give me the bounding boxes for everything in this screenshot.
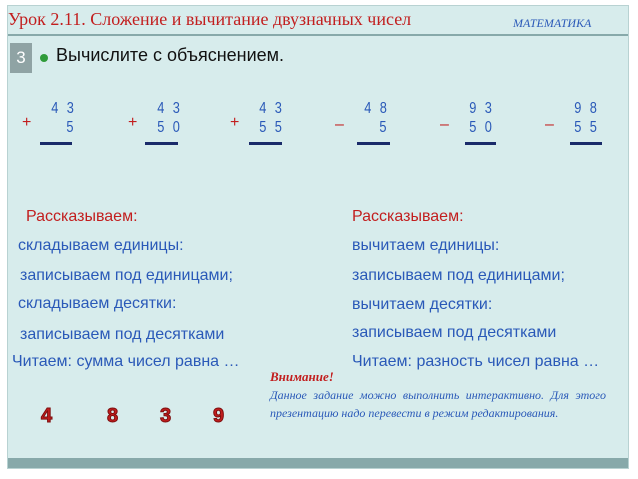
right-explain-heading: Рассказываем: [352,208,464,225]
right-explain-line: записываем под десятками [352,324,557,341]
example-bottom-number: 5 [379,119,389,136]
answer-line [145,142,178,145]
header-divider [8,34,628,36]
answer-line [465,142,496,145]
left-read-line: Читаем: сумма чисел равна … [12,353,240,370]
plus-sign: + [22,114,32,131]
answer-line [40,142,72,145]
subject-label: МАТЕМАТИКА [513,16,592,30]
example-top-number: 9 8 [574,100,599,117]
example-bottom-number: 5 0 [157,119,182,136]
left-explain-line: записываем под единицами; [20,267,233,284]
right-read-line: Читаем: разность чисел равна … [352,353,600,370]
right-explain-line: вычитаем десятки: [352,296,493,313]
task-instruction: Вычислите с объяснением. [56,45,285,65]
example-top-number: 4 3 [157,100,182,117]
example-top-number: 9 3 [469,100,494,117]
example-top-number: 4 3 [259,100,284,117]
example-bottom-number: 5 [66,119,76,136]
left-explain-heading: Рассказываем: [26,208,138,225]
example-bottom-number: 5 5 [574,119,599,136]
left-explain-line: складываем десятки: [18,295,177,312]
answer-digit-card[interactable]: 3 [160,405,172,427]
lesson-title: Урок 2.11. Сложение и вычитание двузначных чисел [8,9,412,29]
attention-text: Данное задание можно выполнить интерактивно. Для этого презентацию надо перевести в режим редактирования. [270,388,606,420]
example-top-number: 4 3 [51,100,76,117]
example-top-number: 4 8 [364,100,389,117]
example-bottom-number: 5 0 [469,119,494,136]
attention-title: Внимание! [270,369,334,384]
left-explain-line: записываем под десятками [20,326,225,343]
plus-sign: + [128,114,138,131]
answer-line [249,142,282,145]
minus-sign: – [545,116,554,133]
example-bottom-number: 5 5 [259,119,284,136]
footer-band [8,458,628,468]
answer-digit-card[interactable]: 8 [107,405,119,427]
minus-sign: – [440,116,449,133]
answer-digit-card[interactable]: 9 [213,405,225,427]
answer-line [570,142,602,145]
task-number-badge: 3 [10,43,32,73]
answer-line [357,142,390,145]
answer-digit-card[interactable]: 4 [41,405,53,427]
right-explain-line: вычитаем единицы: [352,237,500,254]
plus-sign: + [230,114,240,131]
left-explain-line: складываем единицы: [18,237,184,254]
minus-sign: – [335,116,344,133]
right-explain-line: записываем под единицами; [352,267,565,284]
bullet-icon [40,54,48,62]
